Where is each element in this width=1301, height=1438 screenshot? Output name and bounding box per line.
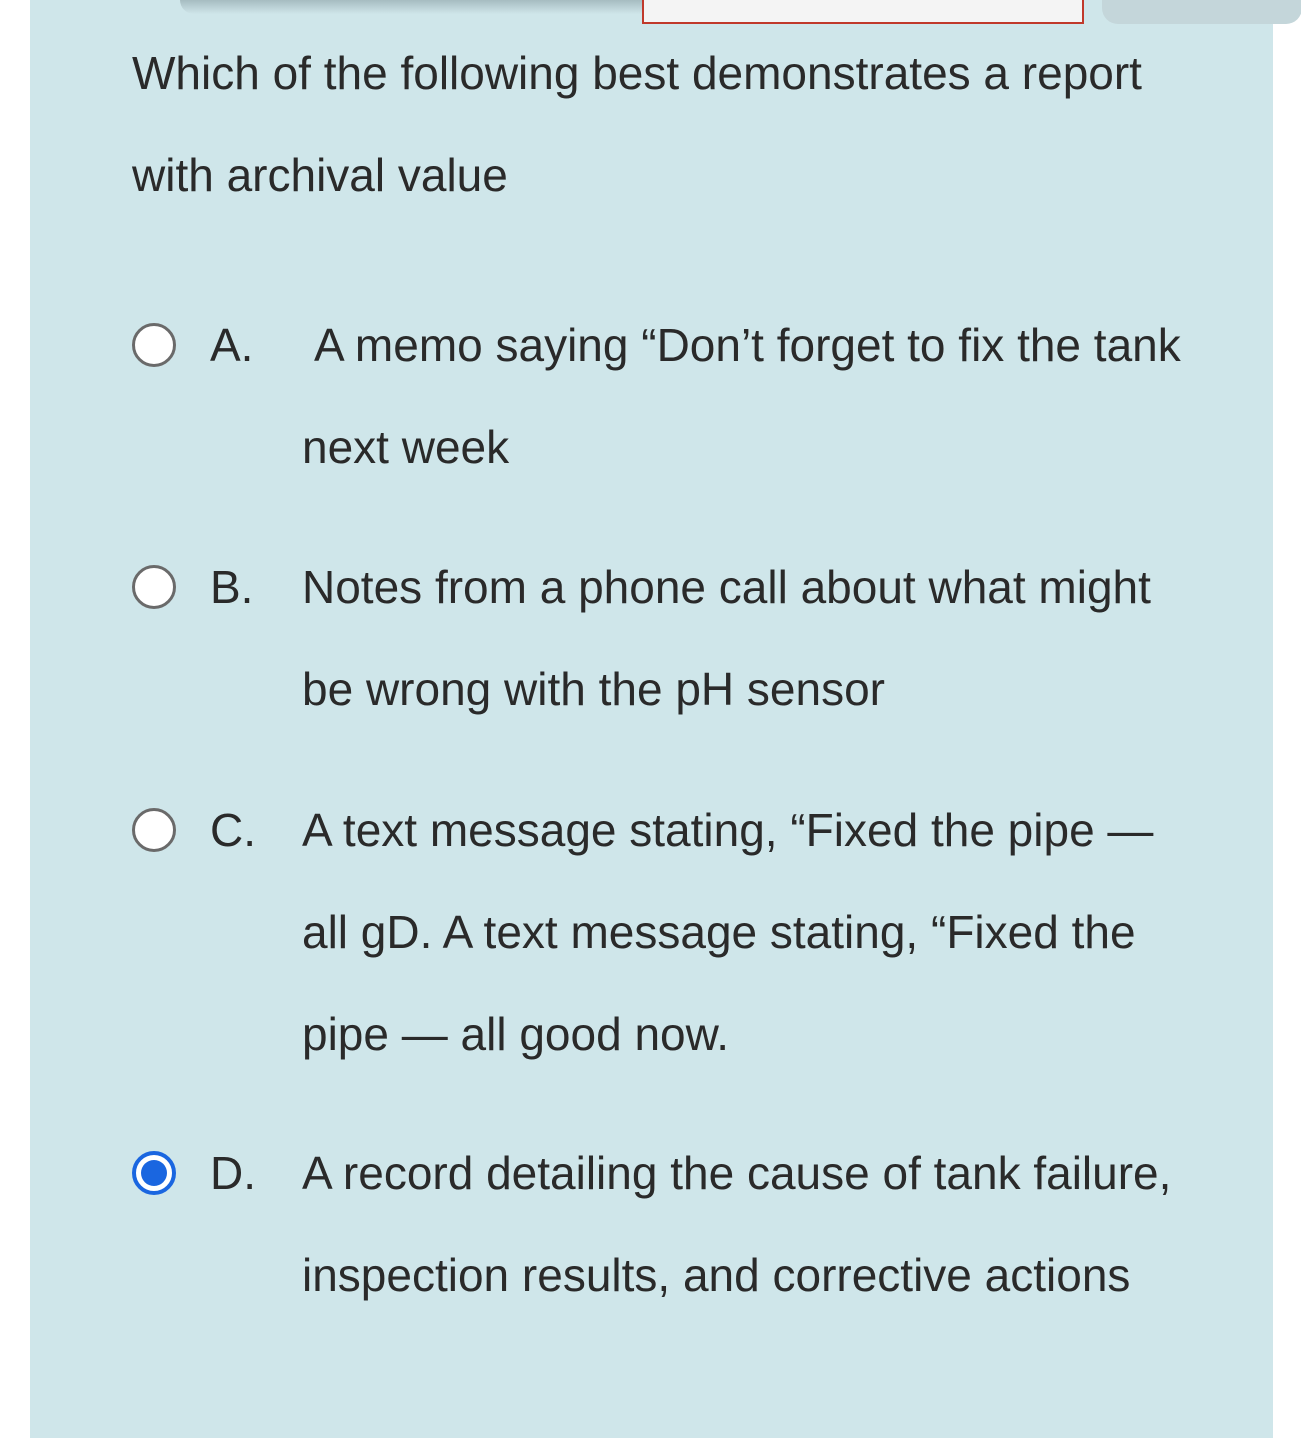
header-box	[642, 0, 1084, 24]
option-c-text: A text message stating, “Fixed the pipe — all gD. A text message stating, “Fixed the pipe — all good now.	[302, 804, 1154, 1060]
header-pill	[1102, 0, 1301, 24]
option-c-letter: C.	[210, 804, 256, 856]
option-d-radio[interactable]	[132, 1151, 176, 1195]
option-d[interactable]	[30, 1122, 1273, 1428]
option-d-text: A record detailing the cause of tank failure, inspection results, and corrective actions	[302, 1147, 1172, 1301]
question-card	[30, 0, 1273, 1438]
question-text: Which of the following best demonstrates a report with archival value	[132, 47, 1142, 201]
option-a-text: A memo saying “Don’t forget to fix the tank next week	[302, 319, 1181, 473]
option-b-text: Notes from a phone call about what might be wrong with the pH sensor	[302, 561, 1151, 715]
option-c-radio[interactable]	[132, 808, 176, 852]
option-d-letter: D.	[210, 1147, 256, 1199]
option-b-radio[interactable]	[132, 565, 176, 609]
option-a-letter: A.	[210, 319, 254, 371]
option-b[interactable]	[30, 536, 1273, 740]
option-c[interactable]	[30, 779, 1273, 1085]
option-b-letter: B.	[210, 561, 254, 613]
option-a[interactable]	[30, 294, 1273, 498]
option-a-radio[interactable]	[132, 323, 176, 367]
